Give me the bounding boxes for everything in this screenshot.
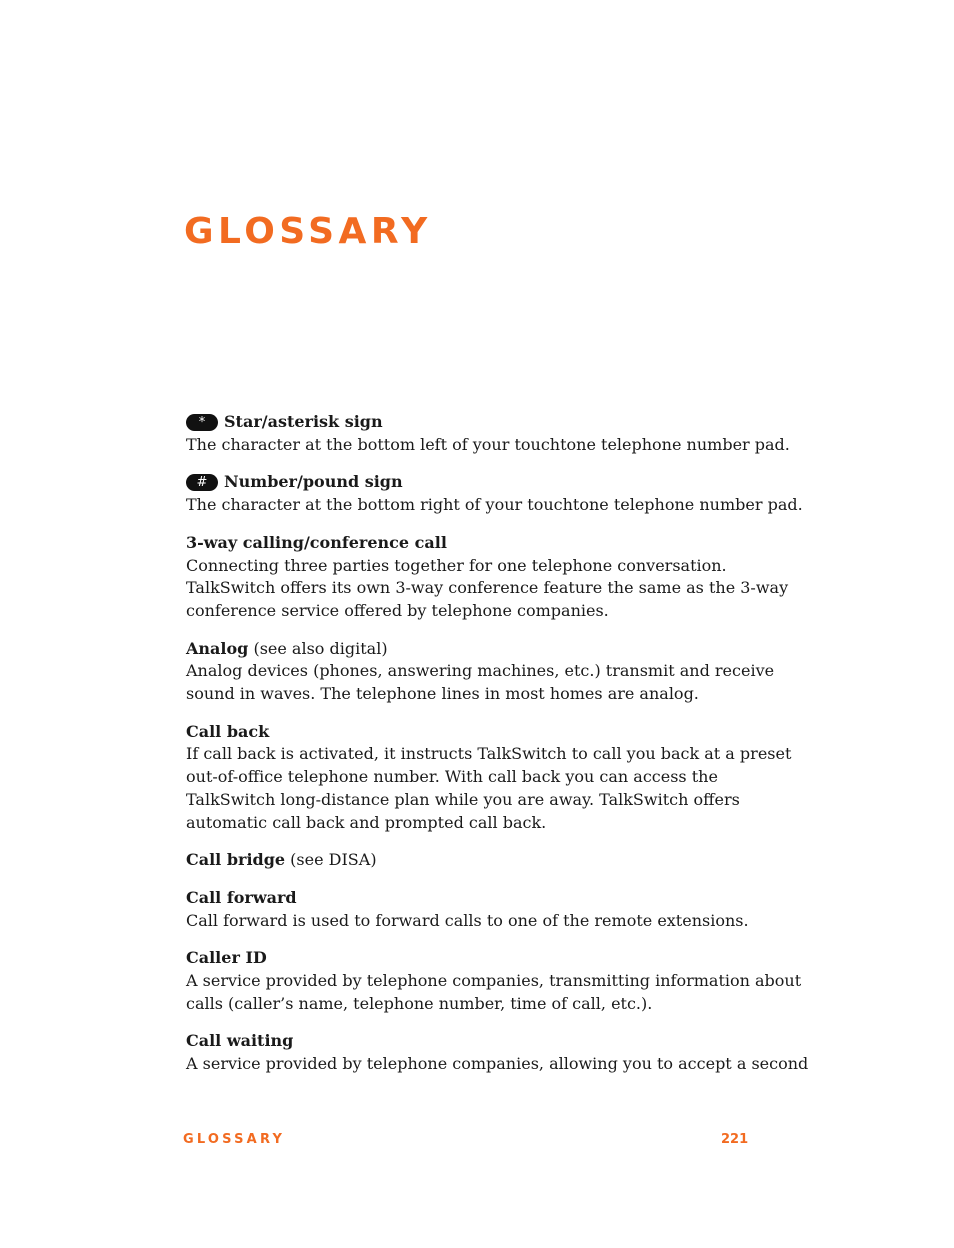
entry-title-line: [186, 638, 786, 661]
entry-title-line: [186, 532, 786, 555]
entry-definition: [186, 494, 803, 517]
footer-section-title: GLOSSARY: [183, 1132, 286, 1147]
entry-term: 3-way calling/conference call: [186, 532, 447, 552]
glossary-entry: [186, 947, 802, 1015]
entry-term: Number/pound sign: [224, 472, 403, 492]
definition-line: A service provided by telephone companies, transmitting information about: [186, 971, 802, 991]
entry-term: Call forward: [186, 887, 297, 907]
glossary-entry: [186, 532, 789, 623]
entry-cross-reference: (see also digital): [253, 638, 388, 658]
entry-term: Call back: [186, 721, 270, 741]
definition-line: TalkSwitch offers its own 3-way conference feature the same as the 3-way: [186, 578, 789, 598]
entry-term: Call waiting: [186, 1031, 294, 1051]
glossary-entry: [186, 471, 803, 516]
entry-definition: [186, 970, 802, 1015]
glossary-entry: [186, 1030, 809, 1075]
definition-line: sound in waves. The telephone lines in most homes are analog.: [186, 684, 699, 704]
entry-cross-reference: (see DISA): [290, 850, 377, 870]
star-key-icon: *: [186, 414, 218, 431]
glossary-entry: [186, 721, 792, 835]
entry-term: Analog: [186, 638, 249, 658]
definition-line: Connecting three parties together for one telephone conversation.: [186, 555, 727, 575]
definition-line: The character at the bottom right of your touchtone telephone number pad.: [186, 495, 803, 515]
definition-line: A service provided by telephone companies, allowing you to accept a second: [186, 1054, 809, 1074]
entry-definition: [186, 743, 792, 834]
entry-definition: [186, 910, 786, 933]
page-title: GLOSSARY: [184, 211, 432, 252]
entry-definition: [186, 555, 789, 623]
glossary-entry: [186, 638, 786, 706]
entry-title-line: [186, 471, 786, 494]
entry-definition: [186, 660, 786, 705]
definition-line: calls (caller’s name, telephone number, time of call, etc.).: [186, 993, 653, 1013]
glossary-entry: [186, 411, 790, 456]
definition-line: TalkSwitch long-distance plan while you are away. TalkSwitch offers: [186, 789, 740, 809]
entry-term: Star/asterisk sign: [224, 412, 383, 431]
definition-line: Call forward is used to forward calls to one of the remote extensions.: [186, 910, 749, 930]
entry-definition: [186, 1053, 809, 1076]
entry-title-line: [186, 1030, 786, 1053]
glossary-entries: [186, 411, 809, 1091]
pound-key-icon: #: [186, 474, 218, 491]
entry-title-line: [186, 849, 786, 872]
definition-line: If call back is activated, it instructs TalkSwitch to call you back at a preset: [186, 744, 792, 764]
entry-title-line: [186, 947, 786, 970]
entry-title-line: [186, 411, 786, 434]
definition-line: out-of-office telephone number. With call back you can access the: [186, 767, 718, 787]
glossary-entry: [186, 849, 786, 872]
footer-page-number: 221: [721, 1132, 749, 1147]
entry-title-line: [186, 887, 786, 910]
entry-term: Caller ID: [186, 948, 267, 968]
entry-title-line: [186, 721, 786, 744]
definition-line: conference service offered by telephone companies.: [186, 600, 609, 620]
definition-line: Analog devices (phones, answering machines, etc.) transmit and receive: [186, 661, 775, 681]
entry-term: Call bridge: [186, 850, 286, 870]
definition-line: automatic call back and prompted call back.: [186, 812, 547, 832]
definition-line: The character at the bottom left of your touchtone telephone number pad.: [186, 434, 790, 454]
entry-definition: [186, 434, 790, 457]
glossary-entry: [186, 887, 786, 932]
